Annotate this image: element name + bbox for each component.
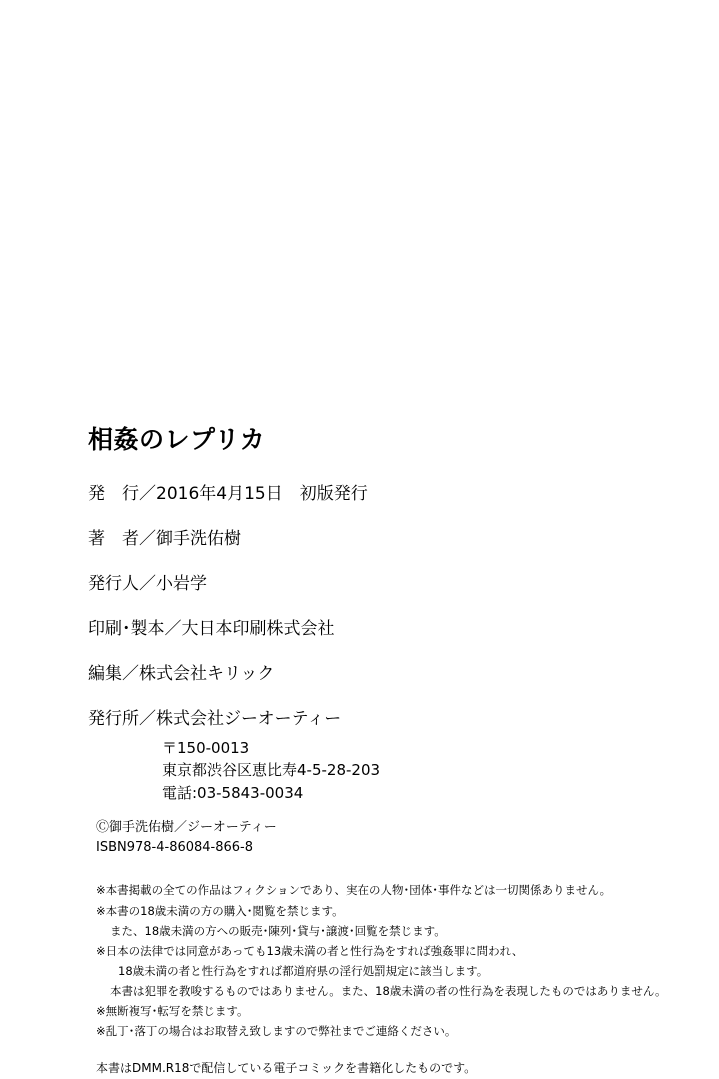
credits-list (88, 483, 648, 731)
book-title: 相姦のレプリカ (88, 425, 266, 454)
address-street: 東京都渋谷区恵比寿4-5-28-203 (162, 761, 381, 780)
address-postal-code: 〒150-0013 (162, 738, 250, 757)
notice-law-2: 18歳未満の者と性行為をすれば都道府県の淫行処罰規定に該当します。 (118, 963, 489, 978)
address-phone: 電話:03-5843-0034 (162, 783, 304, 802)
credit-publishing-company: 発行所／株式会社ジーオーティー (88, 708, 342, 729)
notice-age-restriction: ※本書の18歳未満の方の購入･閲覧を禁じます。 (96, 903, 344, 918)
footer-note: 本書はDMM.R18で配信している電子コミックを書籍化したものです。 (96, 1061, 477, 1076)
credit-publisher-person: 発行人／小岩学 (88, 573, 207, 594)
credit-printing-binding: 印刷･製本／大日本印刷株式会社 (88, 618, 335, 639)
address-block (88, 737, 648, 805)
notice-law-1: ※日本の法律では同意があっても13歳未満の者と性行為をすれば強姦罪に問われ、 (96, 943, 524, 958)
copyright-block (88, 818, 648, 858)
notice-law-3: 本書は犯罪を教唆するものではありません。また、18歳未満の者の性行為を表現したものではありません。 (110, 984, 667, 999)
credit-publication-date: 発 行／2016年4月15日 初版発行 (88, 484, 368, 504)
notice-reproduction-ban: ※無断複写･転写を禁じます。 (96, 1004, 249, 1019)
notice-distribution-ban: また、18歳未満の方への販売･陳列･貸与･譲渡･回覧を禁じます。 (110, 923, 446, 938)
isbn-line: ISBN978-4-86084-866-8 (96, 840, 254, 856)
notice-fiction: ※本書掲載の全ての作品はフィクションであり、実在の人物･団体･事件などは一切関係ありません。 (96, 883, 612, 898)
notices-block (88, 880, 667, 1041)
colophon-block (88, 425, 667, 1079)
credit-author: 著 者／御手洗佑樹 (88, 528, 241, 549)
credit-editing: 編集／株式会社キリック (88, 663, 275, 684)
notice-defect-exchange: ※乱丁･落丁の場合はお取替え致しますので弊社までご連絡ください。 (96, 1024, 457, 1039)
copyright-line: Ⓒ御手洗佑樹／ジーオーティー (96, 820, 277, 836)
